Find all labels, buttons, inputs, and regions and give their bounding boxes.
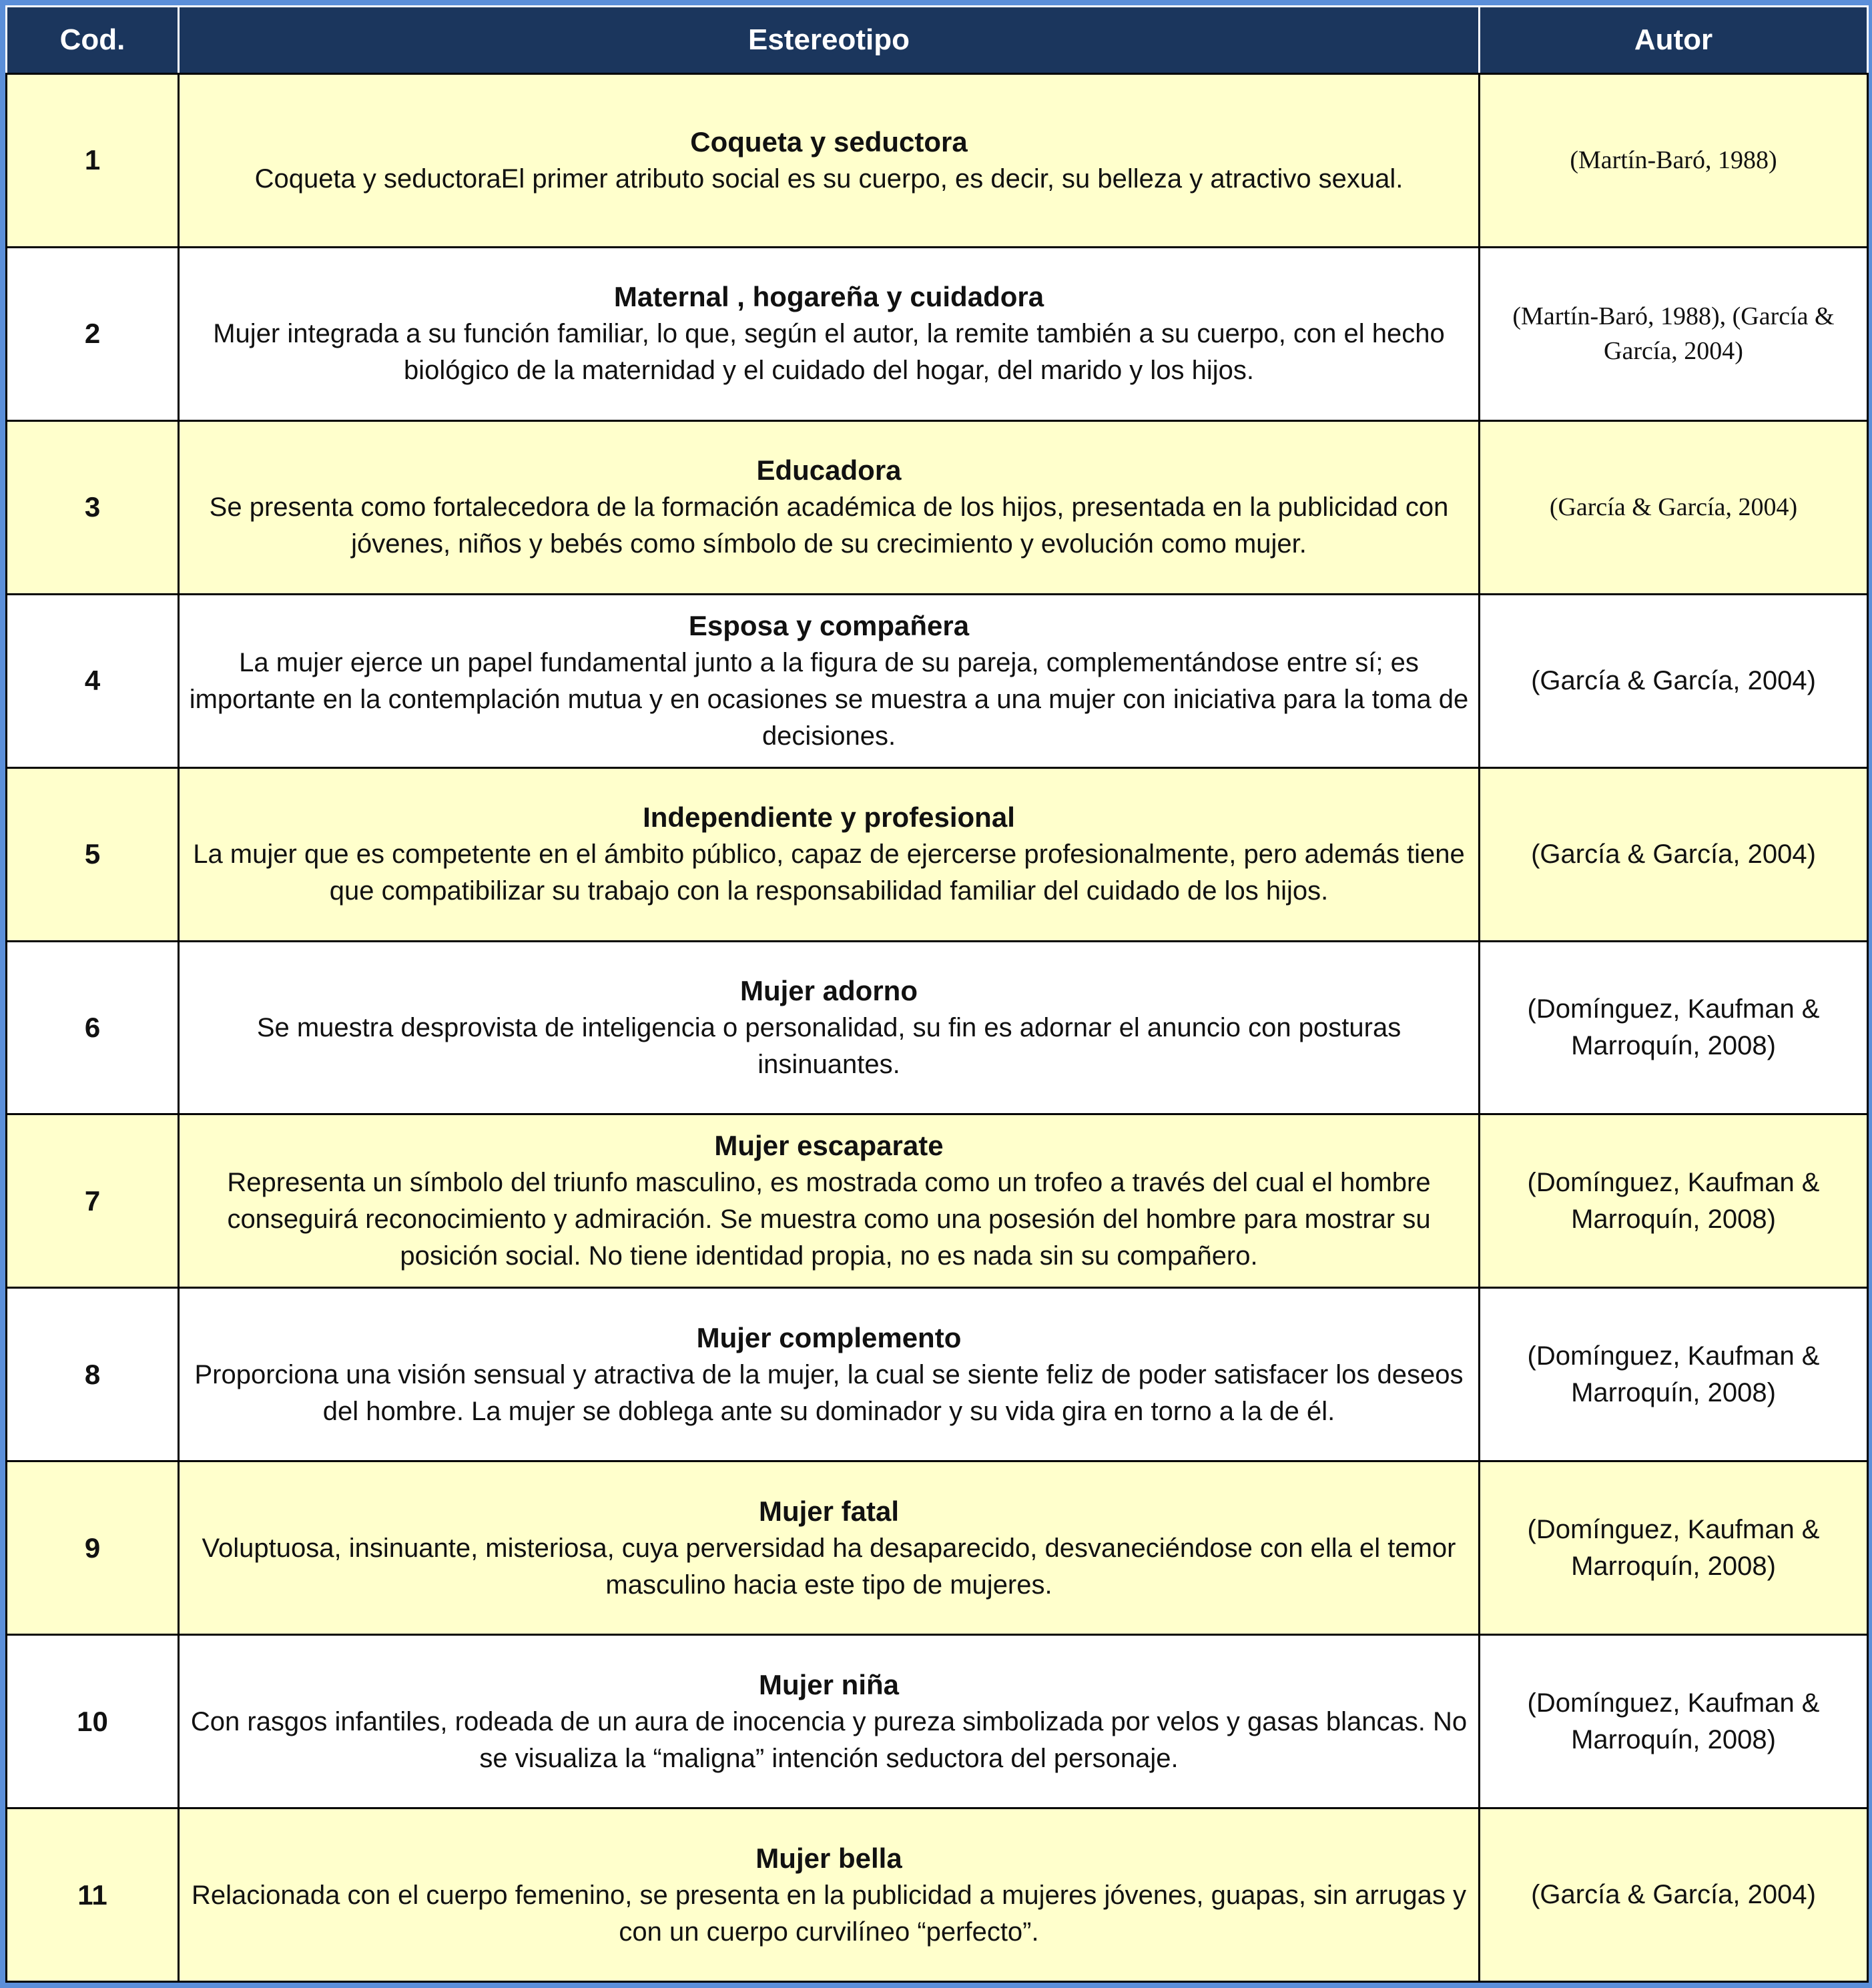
table-header: [7, 7, 1868, 74]
row-code: 4: [7, 594, 179, 767]
row-stereotype: [179, 420, 1480, 594]
row-stereotype: [179, 1114, 1480, 1288]
row-code: 3: [7, 420, 179, 594]
row-code: 7: [7, 1114, 179, 1288]
row-code: 8: [7, 1288, 179, 1461]
table-row: [7, 594, 1868, 767]
row-stereotype: [179, 1808, 1480, 1982]
stereotype-description: La mujer que es competente en el ámbito público, capaz de ejercerse profesionalmente, pero además tiene que compatibilizar su trabajo con la responsabilidad familiar del cuidado de los hijos.: [193, 840, 1465, 906]
stereotype-title: Mujer fatal: [758, 1495, 900, 1527]
row-stereotype: [179, 767, 1480, 941]
row-code: 5: [7, 767, 179, 941]
table-row: [7, 420, 1868, 594]
stereotype-title: Educadora: [756, 454, 902, 486]
row-code: 11: [7, 1808, 179, 1982]
stereotype-title: Mujer bella: [755, 1842, 902, 1874]
row-author: (Martín-Baró, 1988), (García & García, 2004): [1480, 247, 1868, 420]
stereotype-description: Se muestra desprovista de inteligencia o personalidad, su fin es adornar el anuncio con posturas insinuantes.: [256, 1012, 1401, 1079]
row-stereotype: [179, 1461, 1480, 1635]
row-stereotype: [179, 1288, 1480, 1461]
row-author: (Domínguez, Kaufman & Marroquín, 2008): [1480, 941, 1868, 1114]
header-stereotype: Estereotipo: [179, 7, 1480, 74]
stereotype-title: Maternal , hogareña y cuidadora: [613, 281, 1044, 313]
header-author: Autor: [1480, 7, 1868, 74]
table-row: [7, 1114, 1868, 1288]
row-author: (Domínguez, Kaufman & Marroquín, 2008): [1480, 1635, 1868, 1808]
row-stereotype: [179, 247, 1480, 420]
stereotype-description: Relacionada con el cuerpo femenino, se presenta en la publicidad a mujeres jóvenes, guapas, sin arrugas y con un cuerpo curvilíneo “perfecto”.: [191, 1880, 1467, 1947]
stereotype-description: Mujer integrada a su función familiar, lo que, según el autor, la remite también a su cuerpo, con el hecho biológico de la maternidad y el cuidado del hogar, del marido y los hijos.: [213, 319, 1445, 386]
stereotype-description: Con rasgos infantiles, rodeada de un aura de inocencia y pureza simbolizada por velos y gasas blancas. No se visualiza la “maligna” intención seductora del personaje.: [190, 1706, 1468, 1773]
stereotype-description: Proporciona una visión sensual y atractiva de la mujer, la cual se siente feliz de poder satisfacer los deseos del hombre. La mujer se doblega ante su dominador y su vida gira en torno a la de él.: [194, 1359, 1464, 1426]
table-row: [7, 247, 1868, 420]
stereotype-title: Coqueta y seductora: [690, 125, 968, 157]
table-row: [7, 1635, 1868, 1808]
row-author: (Domínguez, Kaufman & Marroquín, 2008): [1480, 1288, 1868, 1461]
stereotype-description: Coqueta y seductoraEl primer atributo social es su cuerpo, es decir, su belleza y atractivo sexual.: [254, 163, 1403, 194]
stereotypes-table: [5, 5, 1869, 1983]
table-row: [7, 941, 1868, 1114]
row-author: (Domínguez, Kaufman & Marroquín, 2008): [1480, 1461, 1868, 1635]
stereotype-title: Mujer adorno: [739, 974, 918, 1006]
row-author: (Martín-Baró, 1988): [1480, 74, 1868, 248]
row-code: 1: [7, 74, 179, 248]
table-row: [7, 767, 1868, 941]
stereotype-title: Mujer escaparate: [714, 1130, 944, 1162]
stereotype-description: Representa un símbolo del triunfo masculino, es mostrada como un trofeo a través del cual el hombre conseguirá reconocimiento y admiración. Se muestra como una posesión del hombre para mostrar su posición social. No tiene identidad propia, no es nada sin su compañero.: [227, 1168, 1431, 1271]
header-code: Cod.: [7, 7, 179, 74]
row-code: 2: [7, 247, 179, 420]
row-author: (Domínguez, Kaufman & Marroquín, 2008): [1480, 1114, 1868, 1288]
stereotype-description: Voluptuosa, insinuante, misteriosa, cuya perversidad ha desaparecido, desvaneciéndose con ella el temor masculino hacia este tipo de mujeres.: [202, 1533, 1456, 1600]
row-stereotype: [179, 594, 1480, 767]
table-row: [7, 74, 1868, 248]
row-stereotype: [179, 74, 1480, 248]
row-stereotype: [179, 941, 1480, 1114]
stereotype-title: Mujer niña: [758, 1668, 900, 1700]
table-row: [7, 1288, 1868, 1461]
stereotype-title: Independiente y profesional: [643, 801, 1015, 834]
table-body: [7, 74, 1868, 1982]
row-code: 9: [7, 1461, 179, 1635]
row-code: 10: [7, 1635, 179, 1808]
stereotype-title: Mujer complemento: [696, 1321, 962, 1353]
stereotype-title: Esposa y compañera: [688, 609, 970, 641]
table-row: [7, 1808, 1868, 1982]
stereotype-description: La mujer ejerce un papel fundamental junto a la figura de su pareja, complementándose entre sí; es importante en la contemplación mutua y en ocasiones se muestra a una mujer con iniciativa para la toma de decisiones.: [189, 647, 1469, 751]
row-code: 6: [7, 941, 179, 1114]
row-author: (García & García, 2004): [1480, 767, 1868, 941]
row-author: (García & García, 2004): [1480, 420, 1868, 594]
header-row: [7, 7, 1868, 74]
table-frame: [5, 5, 1867, 1983]
row-author: (García & García, 2004): [1480, 594, 1868, 767]
stereotype-description: Se presenta como fortalecedora de la formación académica de los hijos, presentada en la publicidad con jóvenes, niños y bebés como símbolo de su crecimiento y evolución como mujer.: [209, 492, 1449, 559]
table-row: [7, 1461, 1868, 1635]
row-author: (García & García, 2004): [1480, 1808, 1868, 1982]
row-stereotype: [179, 1635, 1480, 1808]
